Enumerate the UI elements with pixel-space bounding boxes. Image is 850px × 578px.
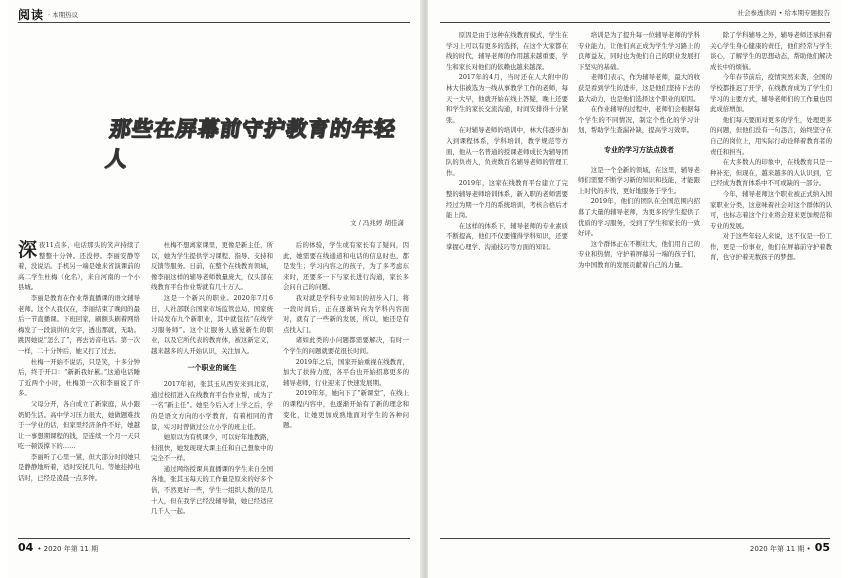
page-number: 05 bbox=[814, 541, 830, 554]
issue-label: 2020 年第 11 期 • bbox=[749, 545, 811, 553]
paragraph: 这是一个全新的领域，在这里，辅导老师们需要不断学习新的知识和技能，才能跟上时代的步伐，更好地服务于学生。 bbox=[578, 165, 700, 195]
right-page bbox=[428, 0, 842, 578]
left-column-3 bbox=[283, 240, 409, 530]
paragraph: 我对就是学科专业知识的初步入门，将一段时间后，正在逐渐转向为学科内容面对，就有了一些新的发展，所以，她还是有点找入门。 bbox=[283, 293, 409, 334]
section-subhead: 专业的学习方法点拨者 bbox=[604, 145, 674, 154]
left-column-1 bbox=[18, 240, 140, 530]
paragraph: 在对辅导老师的培训中，林大伟逐步加入到课程体系，学科培训，教学规范等方面，他从一名普通的授课老师成长为辅导团队的负责人，负责数百名辅导老师的管理工作。 bbox=[446, 126, 568, 177]
paragraph: 培训是为了提升每一位辅导老师的学科专业能力，让他们真正成为学生学习路上的良师益友，同时也为他们自己的职业发展打下坚实的基础。 bbox=[578, 31, 700, 71]
paragraph: 今年春节前后，疫情突然来袭，全国的学校都推迟了开学，在线教育成为了学生们学习的主要方式，辅导老师们的工作量也因此成倍增加。 bbox=[710, 73, 832, 114]
byline: 文 / 冯兆婷 胡佳潇 bbox=[350, 219, 404, 227]
left-column-2 bbox=[151, 240, 273, 530]
right-column-2 bbox=[578, 30, 700, 536]
paragraph: 除了学科辅导之外，辅导老师还承担着关心学生身心健康的责任，他们经常与学生谈心，了解学生的思想动态，帮助他们解决成长中的烦恼。 bbox=[710, 31, 832, 71]
paragraph: 杜梅不想离家课里，更像是新主任，所以，她为学生提供学习课程、指导、支持和反馈等服务。日前，在整个在线教育领域，像李丽这样的辅导老师数量庞大，仅头部在线教育平台作业帮就有几十万人。 bbox=[151, 241, 273, 292]
paragraph: 原因是由于这种在线教育模式，学生在学习上可以有更多的选择，在这个大家都在线的时代，辅导老师的作用越来越重要，学生和家长对他们的依赖也越来越深。 bbox=[446, 31, 568, 71]
paragraph: 这个群体正在不断壮大，他们用自己的专业和热情，守护着屏幕另一端的孩子们，为中国教育的发展贡献着自己的力量。 bbox=[578, 239, 700, 269]
drop-cap: 深 bbox=[18, 240, 38, 261]
magazine-logo: 阅读 bbox=[18, 7, 45, 22]
paragraph: 诸如此类的小问题都需要解决，有时一个学生的问题就要花很长时间。 bbox=[283, 336, 409, 355]
paragraph: 通过网络授课具直播课的学生来自全国各地，张其玉每天的工作量是原来的好多个倍，不然更好一些，学生一组织人数的是几十人，但在我学已经没辅导做，她已经适应几千人一起。 bbox=[151, 464, 273, 516]
paragraph: 杜梅一开始不说话，只是笑，十多分钟后，终于开口：“新新我好累。”这通电话睡了近两个小时，杜梅第一次和李丽说了许多。 bbox=[18, 357, 140, 398]
paragraph bbox=[18, 240, 140, 293]
column-tag: · 本期热议 bbox=[48, 10, 79, 19]
left-footer bbox=[18, 541, 98, 554]
section-subhead: 一个职业的诞生 bbox=[187, 363, 237, 372]
paragraph: 老师们表示，作为辅导老师，最大的收获是看到学生的进步，这是他们坚持下去的最大动力，也是他们选择这个职业的原因。 bbox=[578, 73, 700, 103]
running-title: 社会参透读码 • 给本期专题报告 bbox=[737, 9, 830, 17]
paragraph-text: 夜11点多，电话那头的笑声持续了整整十分钟。还没停。李丽安静等着，没说话。手机另一端是她来省演课前的高二学生杜梅（化名），来自河南的一个小县城。 bbox=[18, 241, 140, 292]
paragraph: 在作业辅导的过程中，老师们会根据每个学生的不同情况，制定个性化的学习计划，帮助学生查漏补缺，提高学习效率。 bbox=[578, 105, 700, 135]
paragraph: 2019年，他们的团队在全国范围内招募了大量的辅导老师，为更多的学生提供了优质的学习服务，受到了学生和家长的一致好评。 bbox=[578, 197, 700, 238]
paragraph: 2019年年，她向下了“新课堂”，在线上的课程内容中，也逐渐开始有了新的理念和变化，让她更加成熟地面对学生的各种问题。 bbox=[283, 389, 409, 430]
footer-rule bbox=[440, 538, 830, 539]
left-header bbox=[18, 6, 78, 22]
paragraph: 2017年初，张其玉从西安来到北京，通过校招进入在线教育平台作业帮，成为了一名“新主任”。她至今后入才上学之后，学的是语文方向的小学教育，有着相同的背景，实习时曾做过公立小学的班主任。 bbox=[151, 380, 273, 431]
paragraph: 李丽是教育在作业帮直播课的语文辅导老师。这个人我仅在，李丽结束了晚间的最后一节直播课。下班回家，刷额头刷着网络梅发了一段演讲的文字，透出那就，无助。跳因她说“怎么了”，再去访音电话。第一次一样，二十分钟后，她又打了过去。 bbox=[18, 293, 140, 355]
right-column-1 bbox=[446, 30, 568, 536]
paragraph: 父母分开，各自成立了新家庭，从小跟奶奶生活。高中学习压力很大，她做题难找于一学业的话，但家里经济条件不好，她越让一事想期课程的钱，是连续一个月一天只吃一顿饭撑下的…… bbox=[18, 399, 140, 451]
header-rule bbox=[18, 22, 410, 23]
article-title: 那些在屏幕前守护教育的年轻人 bbox=[104, 117, 398, 171]
paragraph: 后的体验，学生或有家长有了疑问，因此，她需要在线通道和电话的信息时也，都是发生；学习内容之的孩子，为了多考虑东来时，还要多一下与家长进行沟通，家长多会问自己的问题。 bbox=[283, 241, 409, 292]
header-rule bbox=[440, 22, 830, 23]
paragraph: 李丽听了心里一紧，但大部分时间她只是静静地听着，适时安抚几句。等她挂掉电话时，已经是凌晨一点多钟。 bbox=[18, 452, 140, 483]
paragraph: 这是一个新兴的职业。2020年7月6日，人社部联合国家市场监管总局、国家统计局发布九个新职业，其中就包括“在线学习服务师”。这个让服务人感觉新生的职业，以及它所代表的教育体，被这新定义，越来越多的人开始认识，关注加入。 bbox=[151, 293, 273, 355]
paragraph: 今年，辅导老师这个职业被正式纳入国家职业分类，这意味着社会对这个群体的认可，也标志着这个行业将会迎来更加规范和专业的发展。 bbox=[710, 189, 832, 230]
footer-rule bbox=[18, 538, 410, 539]
paragraph: 2019年之后，国家开始重视在线教育，加大了扶持力度，各平台也开始招募更多的辅导老师，行业迎来了快速发展期。 bbox=[283, 357, 409, 387]
paragraph: 在大多数人的印象中，在线教育只是一种补充，但现在，越来越多的人认识到，它已经成为教育体系中不可或缺的一部分。 bbox=[710, 158, 832, 188]
paragraph: 2017年的4月，当时还在人大附中的林大伟被选为一线从事教学工作的老师，每天一大早，他就开始在线上答疑，晚上还要和学生的家长交流沟通，时间安排得十分紧张。 bbox=[446, 73, 568, 124]
paragraph: 对于这些年轻人来说，这不仅是一份工作，更是一份事业，他们在屏幕前守护着教育，也守护着无数孩子的梦想。 bbox=[710, 232, 832, 262]
paragraph: 在这样的体系下，辅导老师的专业素质不断提高，他们不仅要懂得学科知识，还要掌握心理学、沟通技巧等方面的知识。 bbox=[446, 221, 568, 251]
right-column-3 bbox=[710, 30, 832, 536]
left-page bbox=[8, 0, 422, 578]
paragraph: 2019年，这家在线教育平台建立了完整的辅导老师培训体系，新入职的老师需要经过为期一个月的系统培训，考核合格后才能上岗。 bbox=[446, 179, 568, 220]
paragraph: 他们每天要面对更多的学生，处理更多的问题，但他们没有一句怨言，始终坚守在自己的岗位上，用实际行动诠释着教育者的责任和担当。 bbox=[710, 115, 832, 156]
issue-label: • 2020 年第 11 期 bbox=[37, 545, 99, 553]
paragraph: 她原以为有机课少，可以好年地教路，但很快，她发现现大课主任和自己想象中的完全不一样。 bbox=[151, 433, 273, 463]
right-footer bbox=[750, 541, 830, 554]
page-number: 04 bbox=[18, 541, 34, 554]
